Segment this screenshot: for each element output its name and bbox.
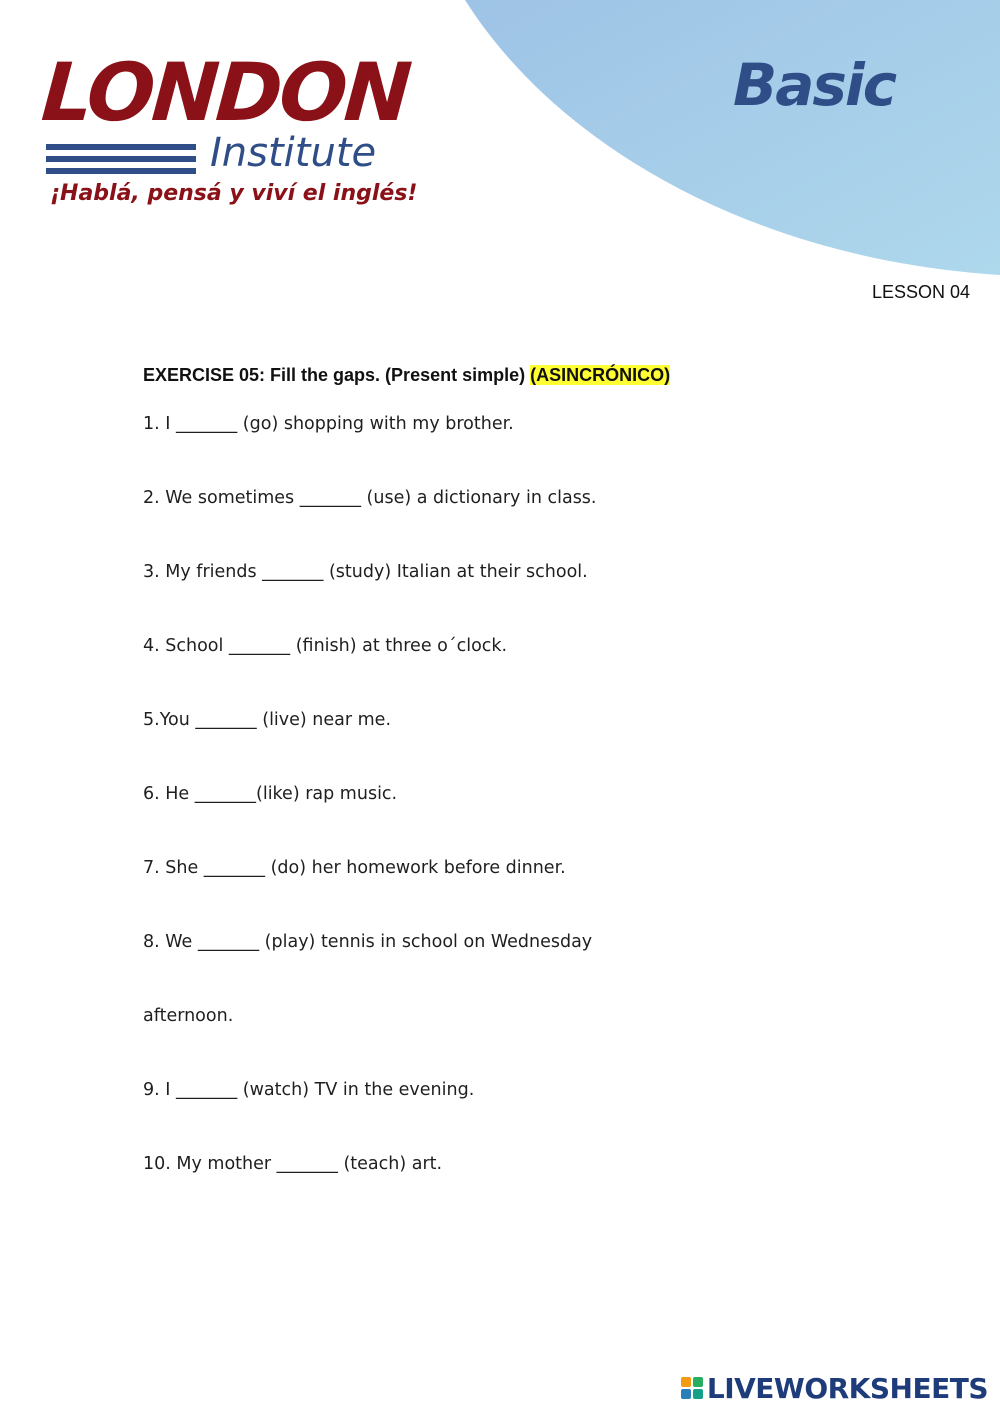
logo-brand-main: LONDON bbox=[38, 46, 412, 139]
course-level: Basic bbox=[733, 51, 896, 119]
exercise-title-text: EXERCISE 05: Fill the gaps. (Present simple) bbox=[143, 365, 526, 385]
exercise-items bbox=[143, 411, 597, 1225]
exercise-item: 7. She _______ (do) her homework before dinner. bbox=[143, 858, 566, 878]
london-institute-logo bbox=[38, 48, 438, 218]
liveworksheets-grid-icon bbox=[681, 1377, 703, 1399]
lesson-number: LESSON 04 bbox=[871, 282, 970, 302]
exercise-item: 3. My friends _______ (study) Italian at their school. bbox=[143, 562, 588, 582]
exercise-item-continuation: afternoon. bbox=[143, 1006, 234, 1026]
exercise-item: 8. We _______ (play) tennis in school on Wednesday bbox=[143, 932, 593, 952]
exercise-item: 5.You _______ (live) near me. bbox=[143, 710, 392, 730]
liveworksheets-brand: LIVEWORKSHEETS bbox=[706, 1371, 988, 1405]
logo-tagline: ¡Hablá, pensá y viví el inglés! bbox=[50, 181, 418, 206]
exercise-title bbox=[143, 363, 670, 387]
logo-brand-sub: Institute bbox=[210, 130, 377, 176]
exercise-item: 9. I _______ (watch) TV in the evening. bbox=[143, 1080, 475, 1100]
logo-stripes bbox=[46, 144, 196, 180]
exercise-item: 1. I _______ (go) shopping with my brother. bbox=[143, 414, 514, 434]
exercise-item: 10. My mother _______ (teach) art. bbox=[143, 1154, 443, 1174]
exercise-item: 4. School _______ (finish) at three o´clock. bbox=[143, 636, 508, 656]
exercise-item: 6. He _______(like) rap music. bbox=[143, 784, 398, 804]
exercise-tag: (ASINCRÓNICO) bbox=[530, 365, 671, 385]
liveworksheets-logo[interactable] bbox=[681, 1370, 988, 1406]
exercise-item: 2. We sometimes _______ (use) a dictionary in class. bbox=[143, 488, 597, 508]
